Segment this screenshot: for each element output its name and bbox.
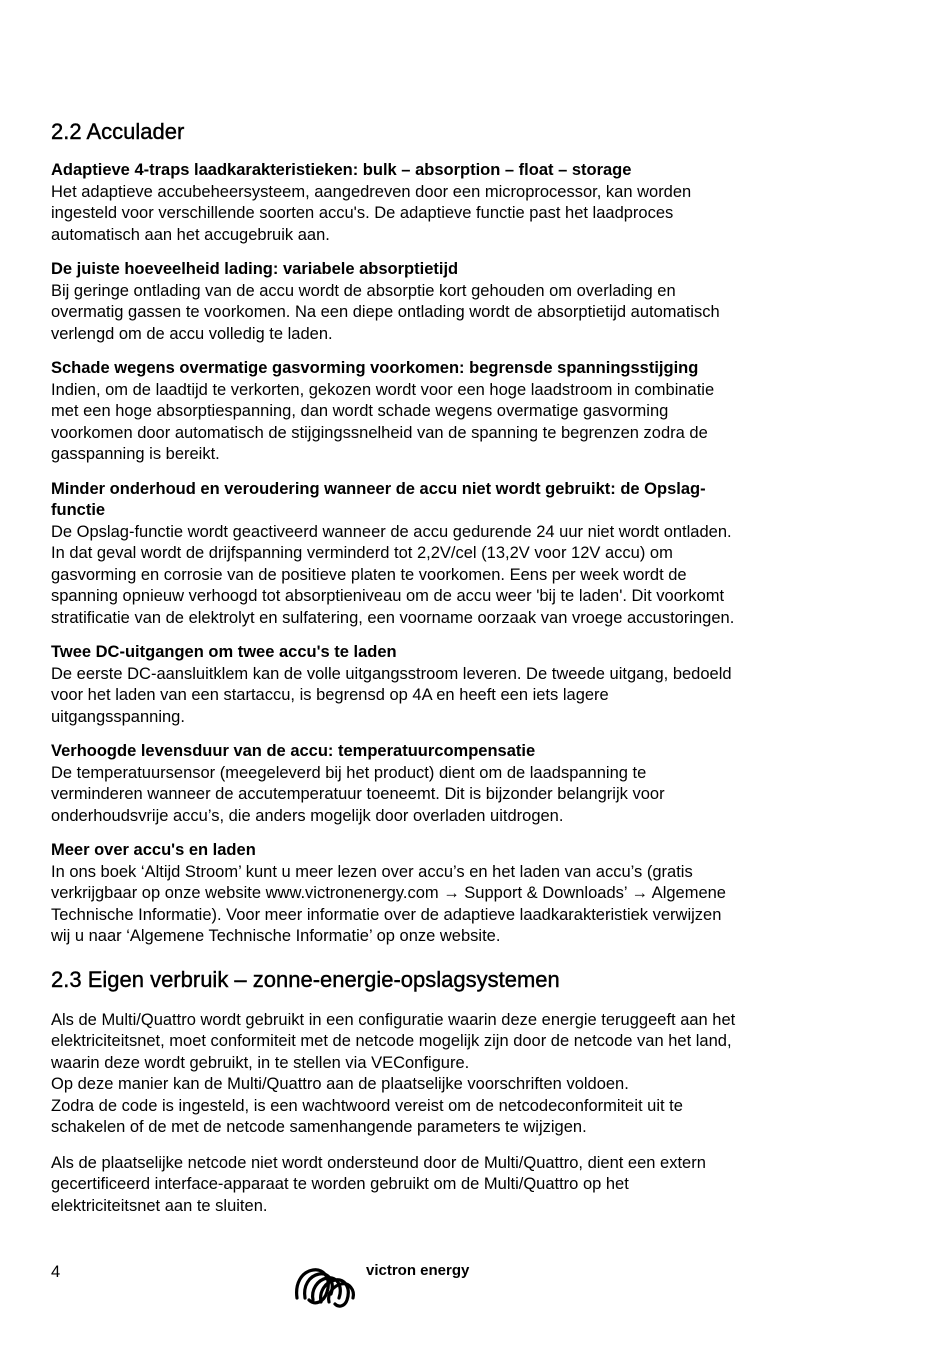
- feature-block: [51, 160, 861, 246]
- section-title-acculader: 2.2 Acculader: [51, 119, 185, 144]
- feature-block: [51, 479, 861, 630]
- feature-block: [51, 642, 861, 728]
- section-title-eigen-verbruik: 2.3 Eigen verbruik – zonne-energie-opslagsystemen: [51, 966, 560, 992]
- feature-heading: Adaptieve 4-traps laadkarakteristieken: bulk – absorption – float – storage: [51, 161, 632, 179]
- feature-heading: Meer over accu's en laden: [51, 841, 256, 859]
- feature-heading: Twee DC-uitgangen om twee accu's te laden: [51, 643, 397, 661]
- feature-body: De temperatuursensor (meegeleverd bij het product) dient om de laadspanning te verminderen wanneer de accutemperatuur toeneemt. Dit is bijzonder belangrijk voor onderhoudsvrije accu’s, die anders mogelijk door overladen uitdrogen.: [51, 763, 665, 825]
- feature-body: In ons boek ‘Altijd Stroom’ kunt u meer lezen over accu’s en het laden van accu’s (gratis verkrijgbaar op onze website www.victronenergy.com → Support & Downloads’ → Algemene Technische Informatie). Voor meer informatie over de adaptieve laadkarakteristiek verwijzen wij u naar ‘Algemene Technische Informatie’ op onze website.: [51, 862, 726, 945]
- logo-text: victron energy: [366, 1262, 470, 1279]
- feature-heading: Minder onderhoud en veroudering wanneer de accu niet wordt gebruikt: de Opslag- functie: [51, 479, 706, 519]
- page-number: 4: [51, 1263, 61, 1281]
- body-paragraph: Als de plaatselijke netcode niet wordt ondersteund door de Multi/Quattro, dient een extern gecertificeerd interface-apparaat te worden gebruikt om de Multi/Quattro op het elektriciteitsnet aan te sluiten.: [51, 1153, 706, 1215]
- feature-block: [51, 840, 861, 948]
- document-page: [51, 118, 861, 1231]
- feature-heading: Verhoogde levensduur van de accu: temperatuurcompensatie: [51, 742, 536, 760]
- feature-body: De eerste DC-aansluitklem kan de volle uitgangsstroom leveren. De tweede uitgang, bedoeld voor het laden van een startaccu, is begrensd op 4A en heeft een iets lagere uitgangsspanning.: [51, 664, 732, 726]
- page-footer: [51, 1262, 861, 1312]
- victron-logo: [291, 1264, 491, 1308]
- feature-block: [51, 358, 861, 466]
- feature-body: Bij geringe ontlading van de accu wordt de absorptie kort gehouden om overlading en overmatig gassen te voorkomen. Na een diepe ontlading wordt de absorptietijd automatisch verlengd om de accu volledig te laden.: [51, 281, 720, 343]
- victron-logo-icon: [291, 1264, 363, 1308]
- feature-body: Indien, om de laadtijd te verkorten, gekozen wordt voor een hoge laadstroom in combinatie met een hoge absorptiespanning, dan wordt schade wegens overmatige gasvorming voorkomen door automatisch de stijgingssnelheid van de spanning te begrenzen zodra de gasspanning is bereikt.: [51, 380, 715, 463]
- feature-body: De Opslag-functie wordt geactiveerd wanneer de accu gedurende 24 uur niet wordt ontladen. In dat geval wordt de drijfspanning verminderd tot 2,2V/cel (13,2V voor 12V accu) om gasvorming en corrosie van de positieve platen te voorkomen. Eens per week wordt de spanning opnieuw verhoogd tot absorptieniveau om de accu weer 'bij te laden'. Dit voorkomt stratificatie van de elektrolyt en sulfatering, een voorname oorzaak van vroege accustoringen.: [51, 522, 735, 627]
- feature-block: [51, 259, 861, 345]
- feature-heading: Schade wegens overmatige gasvorming voorkomen: begrensde spanningsstijging: [51, 359, 699, 377]
- feature-heading: De juiste hoeveelheid lading: variabele absorptietijd: [51, 260, 459, 278]
- body-paragraph: Als de Multi/Quattro wordt gebruikt in een configuratie waarin deze energie teruggeeft aan het elektriciteitsnet, moet conformiteit met de netcode mogelijk zijn door de netcode van het land, waarin deze wordt gebruikt, in te stellen via VEConfigure. Op deze manier kan de Multi/Quattro aan de plaatselijke voorschriften voldoen. Zodra de code is ingesteld, is een wachtwoord vereist om de netcodeconformiteit uit te schakelen of de met de netcode samenhangende parameters te wijzigen.: [51, 1010, 736, 1136]
- feature-block: [51, 741, 861, 827]
- feature-body: Het adaptieve accubeheersysteem, aangedreven door een microprocessor, kan worden ingesteld voor verschillende soorten accu's. De adaptieve functie past het laadproces automatisch aan het accugebruik aan.: [51, 182, 692, 244]
